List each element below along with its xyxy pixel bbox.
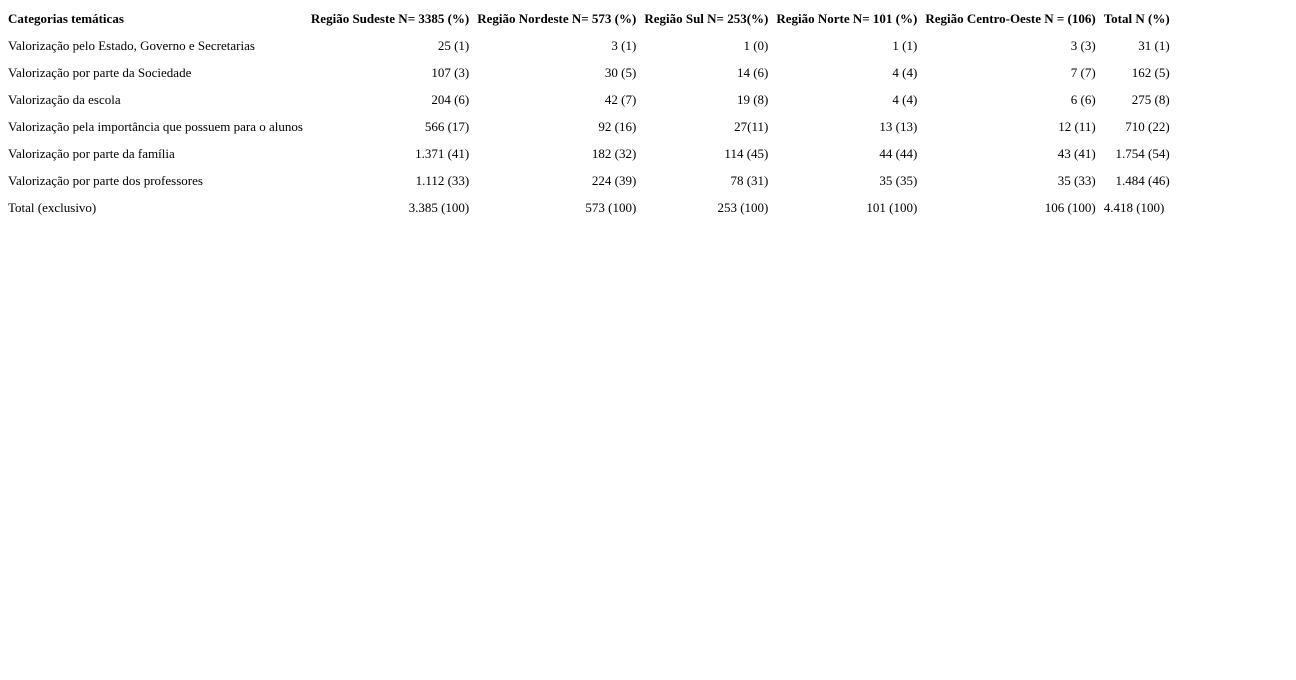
cell-centro-oeste: 106 (100) — [1044, 200, 1096, 215]
cell-sudeste: 1.112 (33) — [415, 173, 470, 188]
cell-centro-oeste: 43 (41) — [1057, 146, 1096, 161]
cell-total: 1.484 (46) — [1115, 173, 1170, 188]
category-label: Valorização pelo Estado, Governo e Secretarias — [8, 38, 255, 53]
cell-norte: 4 (4) — [892, 92, 918, 107]
cell-sudeste: 566 (17) — [424, 119, 470, 134]
header-norte: Região Norte N= 101 (%) — [776, 11, 918, 26]
category-label: Valorização pela importância que possuem para o alunos — [8, 119, 303, 134]
cell-nordeste: 224 (39) — [591, 173, 637, 188]
cell-norte: 35 (35) — [879, 173, 918, 188]
table-row — [4, 86, 1174, 113]
cell-sul: 19 (8) — [736, 92, 769, 107]
cell-nordeste: 182 (32) — [591, 146, 637, 161]
category-label: Total (exclusivo) — [8, 200, 97, 215]
cell-total: 710 (22) — [1125, 119, 1170, 134]
category-label: Valorização por parte da Sociedade — [8, 65, 192, 80]
cell-norte: 101 (100) — [866, 200, 918, 215]
cell-sul: 78 (31) — [730, 173, 769, 188]
header-categorias: Categorias temáticas — [8, 11, 124, 26]
cell-nordeste: 30 (5) — [604, 65, 637, 80]
table-row — [4, 59, 1174, 86]
cell-sul: 14 (6) — [736, 65, 769, 80]
header-total: Total N (%) — [1103, 11, 1170, 26]
cell-sudeste: 25 (1) — [437, 38, 470, 53]
cell-sudeste: 3.385 (100) — [408, 200, 470, 215]
cell-sudeste: 1.371 (41) — [415, 146, 470, 161]
cell-centro-oeste: 35 (33) — [1057, 173, 1096, 188]
cell-total: 275 (8) — [1131, 92, 1170, 107]
cell-sul: 114 (45) — [724, 146, 769, 161]
category-label: Valorização por parte da família — [8, 146, 175, 161]
cell-centro-oeste: 3 (3) — [1070, 38, 1096, 53]
regional-categories-table — [4, 5, 1174, 221]
cell-norte: 44 (44) — [879, 146, 918, 161]
cell-total: 1.754 (54) — [1115, 146, 1170, 161]
cell-nordeste: 42 (7) — [604, 92, 637, 107]
category-label: Valorização da escola — [8, 92, 121, 107]
header-centro-oeste: Região Centro-Oeste N = (106) — [925, 11, 1096, 26]
cell-total: 31 (1) — [1138, 38, 1170, 53]
cell-sul: 253 (100) — [717, 200, 769, 215]
cell-sudeste: 204 (6) — [431, 92, 470, 107]
table-row — [4, 32, 1174, 59]
cell-centro-oeste: 12 (11) — [1058, 119, 1096, 134]
table-row — [4, 140, 1174, 167]
table-row — [4, 113, 1174, 140]
table-header-row — [4, 5, 1174, 32]
cell-norte: 1 (1) — [892, 38, 918, 53]
cell-total: 4.418 (100) — [1103, 200, 1165, 215]
header-sul: Região Sul N= 253(%) — [644, 11, 769, 26]
cell-norte: 13 (13) — [879, 119, 918, 134]
cell-nordeste: 573 (100) — [585, 200, 637, 215]
table-row — [4, 167, 1174, 194]
cell-sudeste: 107 (3) — [431, 65, 470, 80]
cell-norte: 4 (4) — [892, 65, 918, 80]
cell-sul: 27(11) — [734, 119, 769, 134]
cell-nordeste: 3 (1) — [611, 38, 637, 53]
category-label: Valorização por parte dos professores — [8, 173, 203, 188]
cell-centro-oeste: 7 (7) — [1070, 65, 1096, 80]
header-sudeste: Região Sudeste N= 3385 (%) — [310, 11, 470, 26]
cell-centro-oeste: 6 (6) — [1070, 92, 1096, 107]
table-total-row — [4, 194, 1174, 221]
cell-nordeste: 92 (16) — [598, 119, 637, 134]
cell-sul: 1 (0) — [743, 38, 769, 53]
header-nordeste: Região Nordeste N= 573 (%) — [477, 11, 637, 26]
cell-total: 162 (5) — [1131, 65, 1170, 80]
